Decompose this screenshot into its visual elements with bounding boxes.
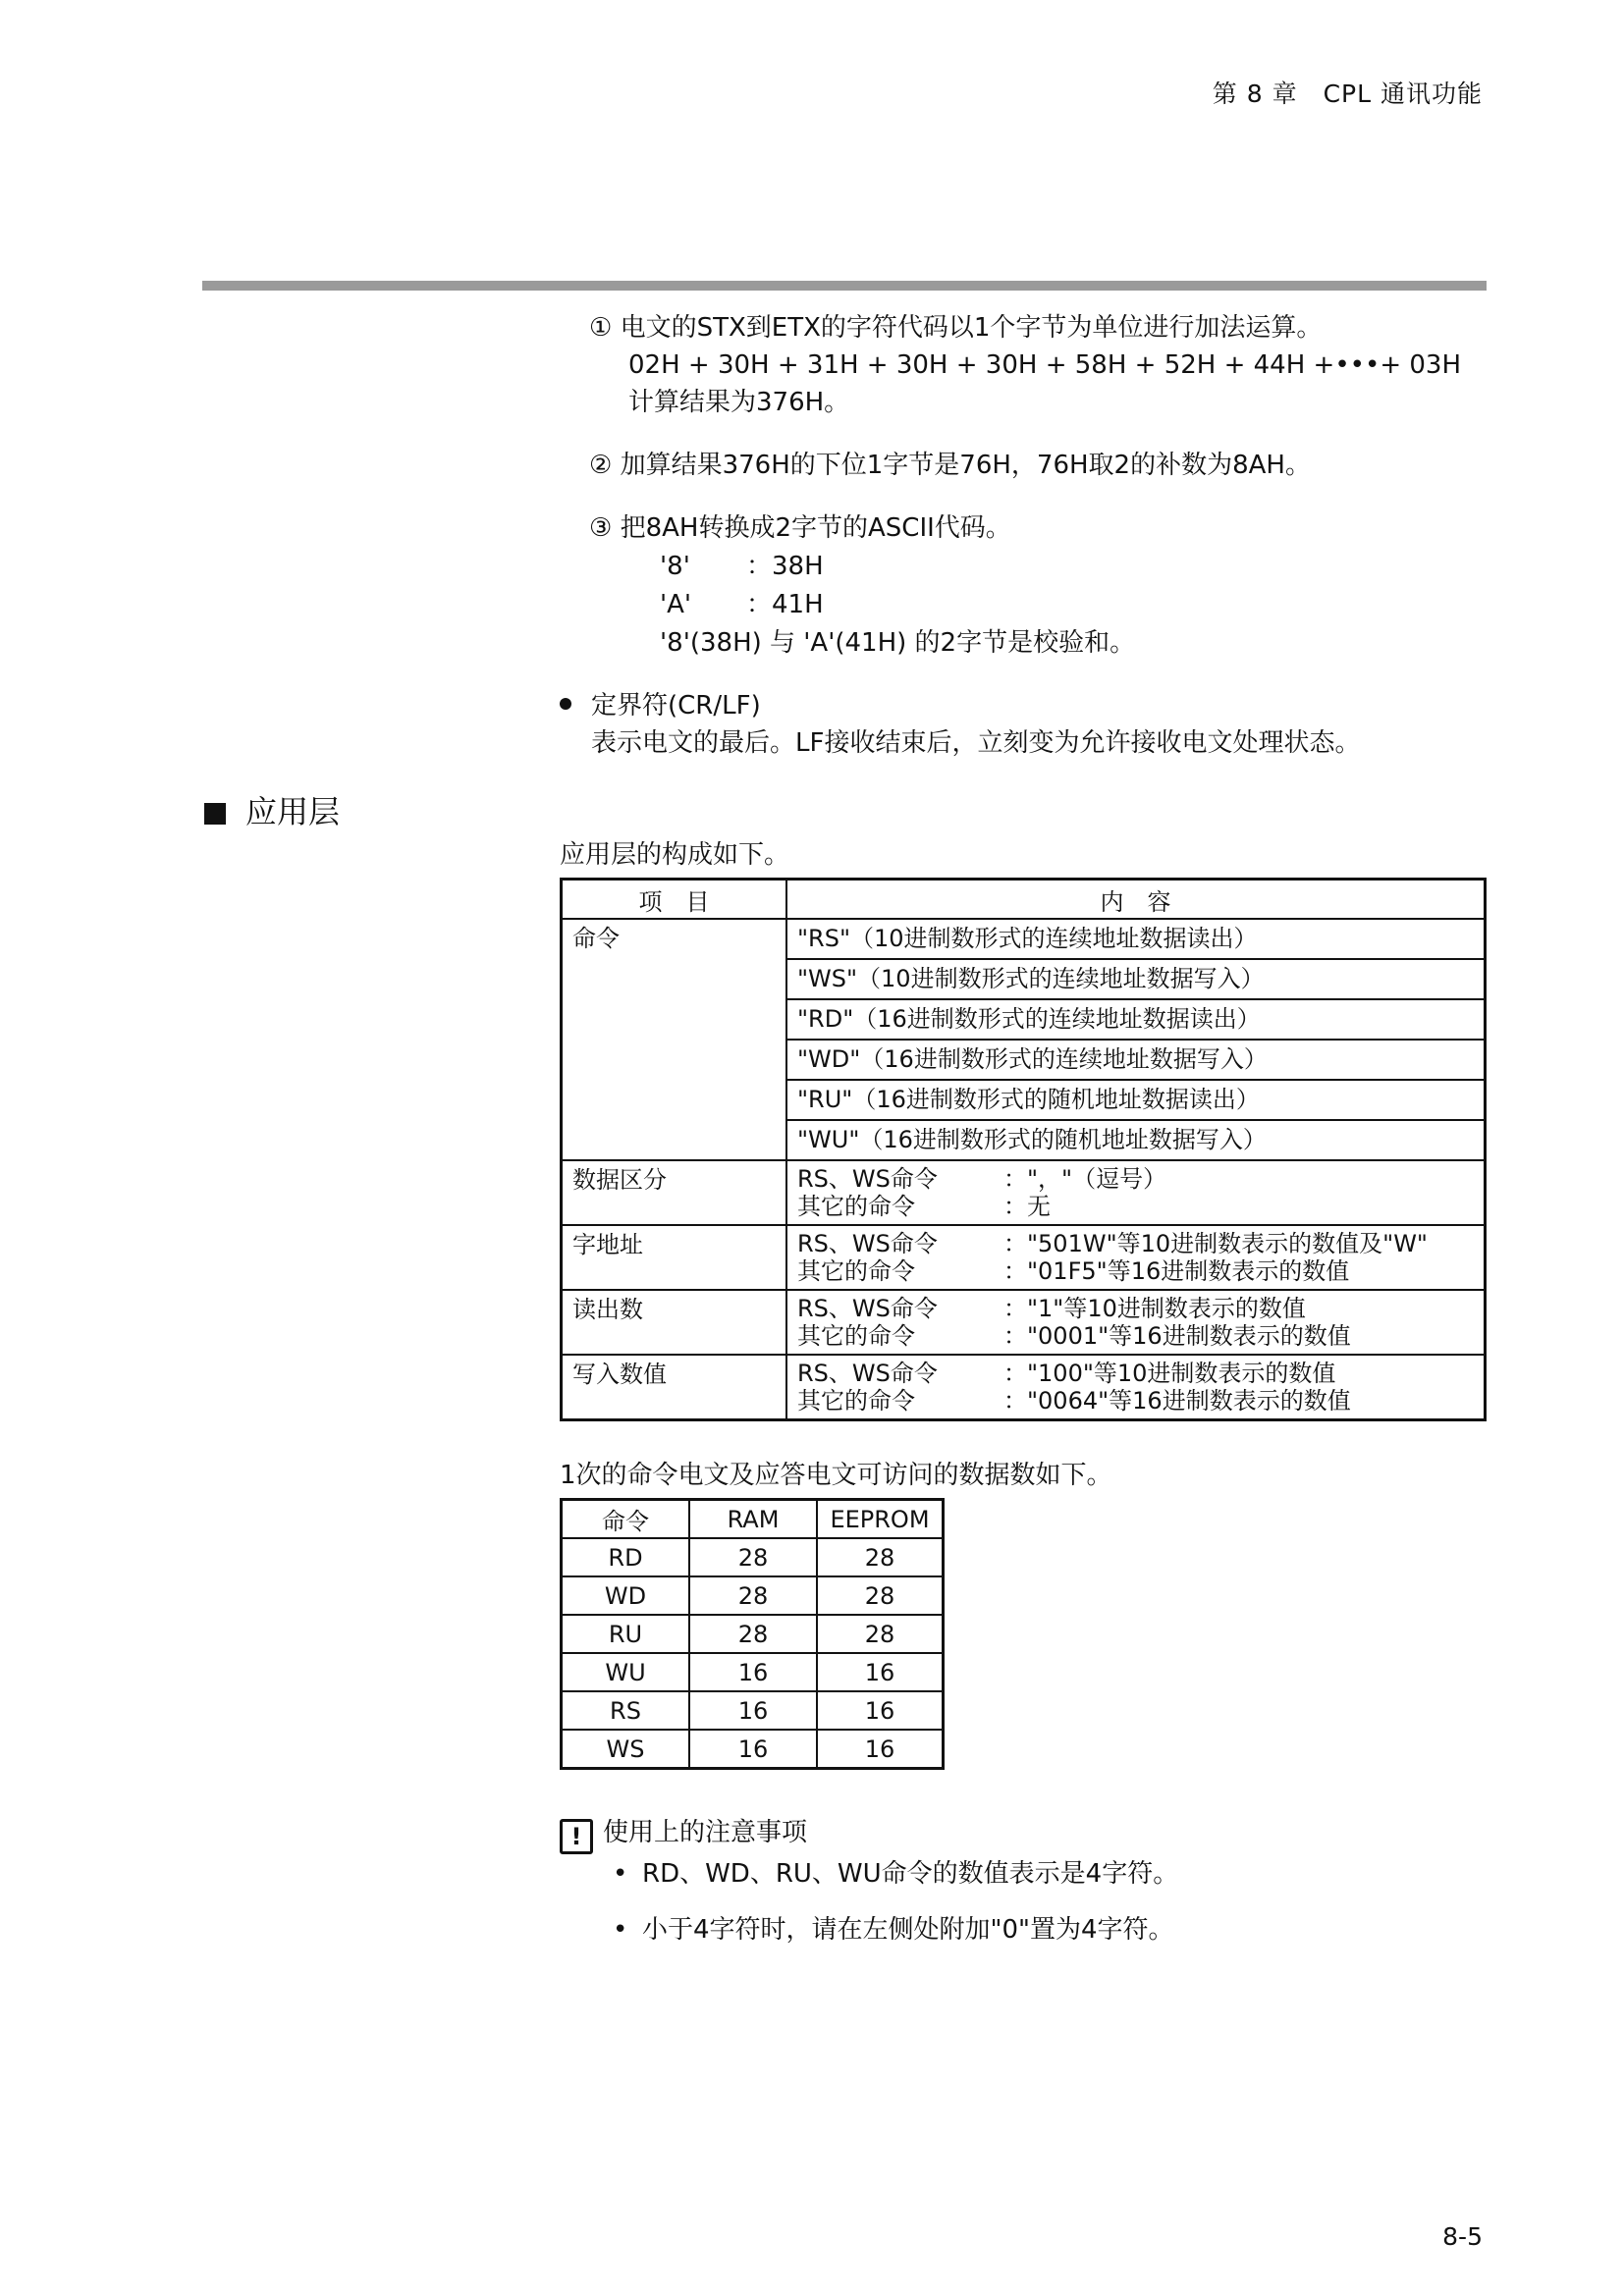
row-content [786,1355,1486,1420]
header-content: 内 容 [786,880,1486,920]
chapter-header: 第 8 章 CPL 通讯功能 [1212,80,1483,108]
step1-line1: ① 电文的STX到ETX的字符代码以1个字节为单位进行加法运算。 [589,313,1323,343]
table-row [562,1615,944,1653]
header-command: 命令 [562,1500,690,1539]
cell-eeprom: 16 [817,1691,944,1730]
bullet-dot-icon [560,698,571,710]
step3-a-value: ：38H [746,552,824,581]
row-key: RS、WS命令 [797,1165,938,1193]
cell-eeprom: 28 [817,1615,944,1653]
row-label: 字地址 [562,1225,787,1290]
command-rs: "RS"（10进制数形式的连续地址数据读出） [786,919,1486,959]
notes-title: 使用上的注意事项 [603,1818,808,1847]
cell-eeprom: 16 [817,1653,944,1691]
step1-line3: 计算结果为376H。 [628,388,850,417]
section-title: 应用层 [245,793,341,830]
data-count-table [560,1498,945,1770]
row-value: ："501W"等10进制数表示的数值及"W" [1003,1230,1428,1257]
delimiter-title: 定界符(CR/LF) [591,691,761,721]
row-value: ：无 [1003,1193,1051,1220]
table-row [562,1225,1486,1290]
bullet-icon: • [613,1859,628,1889]
step3-b-value: ：41H [746,590,824,619]
square-bullet-icon [204,803,226,825]
row-key: 其它的命令 [797,1387,915,1415]
cell-command: WD [562,1576,690,1615]
table-header-row [562,880,1486,920]
step3-b-key: 'A' [660,590,692,619]
cell-command: WS [562,1730,690,1769]
table-row [562,1290,1486,1355]
table-row [562,1160,1486,1225]
row-key: 其它的命令 [797,1193,915,1220]
row-label: 读出数 [562,1290,787,1355]
header-ram: RAM [689,1500,817,1539]
table-row [562,1355,1486,1420]
header-rule [202,281,1487,291]
notes-heading [560,1812,807,1854]
table-row [562,1538,944,1576]
cell-command: RU [562,1615,690,1653]
row-value: ："0064"等16进制数表示的数值 [1003,1387,1351,1415]
command-ru: "RU"（16进制数形式的随机地址数据读出） [786,1080,1486,1120]
row-key: RS、WS命令 [797,1295,938,1322]
table-row [562,1730,944,1769]
cell-command: RD [562,1538,690,1576]
table-row [562,1576,944,1615]
step3-a-key: '8' [660,552,690,581]
cell-ram: 28 [689,1615,817,1653]
row-key: 其它的命令 [797,1257,915,1285]
header-item: 项 目 [562,880,787,920]
step3-line1: ③ 把8AH转换成2字节的ASCII代码。 [589,513,1011,543]
cell-eeprom: 28 [817,1538,944,1576]
caution-icon: ! [560,1819,593,1854]
row-key: RS、WS命令 [797,1230,938,1257]
row-value: ："0001"等16进制数表示的数值 [1003,1322,1351,1350]
table-row [562,1691,944,1730]
application-layer-table [560,878,1487,1421]
table-header-row [562,1500,944,1539]
delimiter-description: 表示电文的最后。LF接收结束后，立刻变为允许接收电文处理状态。 [591,728,1361,758]
command-ws: "WS"（10进制数形式的连续地址数据写入） [786,959,1486,999]
cell-command: WU [562,1653,690,1691]
row-key: 其它的命令 [797,1322,915,1350]
row-value: ："01F5"等16进制数表示的数值 [1003,1257,1350,1285]
header-eeprom: EEPROM [817,1500,944,1539]
cell-eeprom: 28 [817,1576,944,1615]
table-row [562,1653,944,1691]
step2-line1: ② 加算结果376H的下位1字节是76H，76H取2的补数为8AH。 [589,451,1311,480]
row-key: RS、WS命令 [797,1360,938,1387]
command-wu: "WU"（16进制数形式的随机地址数据写入） [786,1120,1486,1160]
bullet-icon: • [613,1915,628,1945]
table-row [562,919,1486,959]
count-intro: 1次的命令电文及应答电文可访问的数据数如下。 [560,1461,1112,1490]
row-value: ："100"等10进制数表示的数值 [1003,1360,1336,1387]
cell-ram: 28 [689,1538,817,1576]
row-value: ："1"等10进制数表示的数值 [1003,1295,1306,1322]
row-content [786,1290,1486,1355]
step1-line2: 02H + 30H + 31H + 30H + 30H + 58H + 52H + 44H +•••+ 03H [628,350,1462,380]
row-label: 写入数值 [562,1355,787,1420]
cell-ram: 28 [689,1576,817,1615]
row-content [786,1160,1486,1225]
row-value: ："，"（逗号） [1003,1165,1167,1193]
row-label: 数据区分 [562,1160,787,1225]
row-content [786,1225,1486,1290]
cell-eeprom: 16 [817,1730,944,1769]
note-item [613,1911,1174,1949]
cell-ram: 16 [689,1730,817,1769]
command-rd: "RD"（16进制数形式的连续地址数据读出） [786,999,1486,1040]
cell-ram: 16 [689,1653,817,1691]
section-heading [204,787,340,832]
step3-line4: '8'(38H) 与 'A'(41H) 的2字节是校验和。 [660,628,1136,658]
command-label: 命令 [562,919,787,1160]
note-text: RD、WD、RU、WU命令的数值表示是4字符。 [642,1859,1179,1889]
cell-ram: 16 [689,1691,817,1730]
section-intro: 应用层的构成如下。 [560,840,790,870]
command-wd: "WD"（16进制数形式的连续地址数据写入） [786,1040,1486,1080]
delimiter-title-row [560,687,761,724]
page-number: 8-5 [1442,2222,1483,2251]
note-text: 小于4字符时，请在左侧处附加"0"置为4字符。 [642,1915,1174,1945]
note-item [613,1855,1178,1893]
cell-command: RS [562,1691,690,1730]
